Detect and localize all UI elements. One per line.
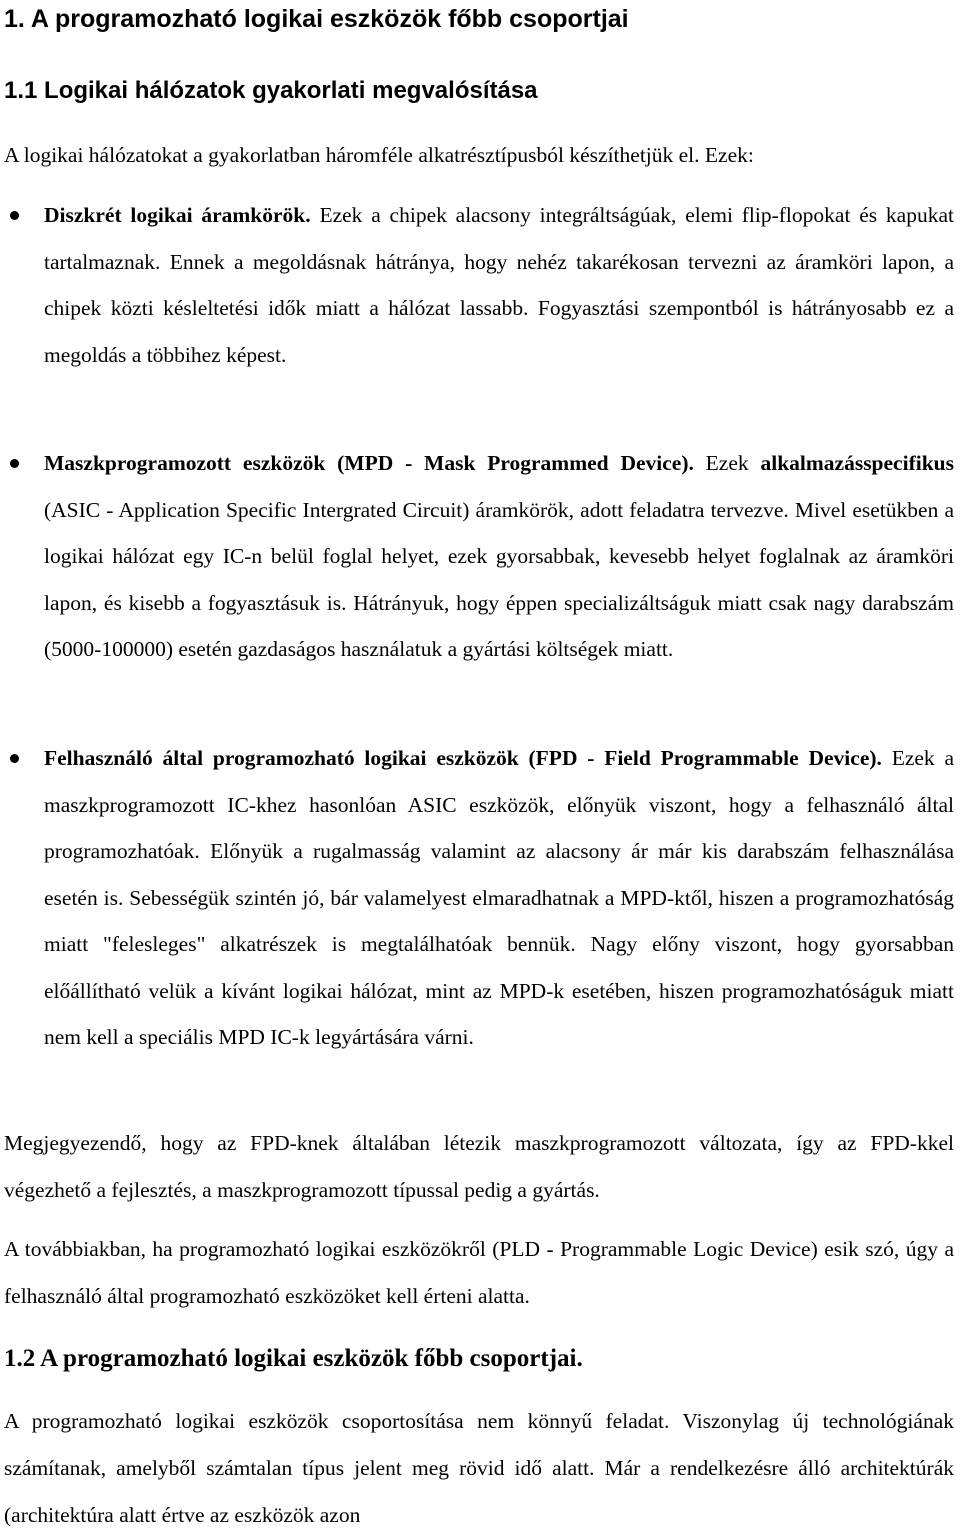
list-item-term-asic: alkalmazásspecifikus	[760, 451, 954, 475]
list-item-text: Ezek	[693, 451, 761, 475]
section-heading-1-1: 1.1 Logikai hálózatok gyakorlati megvalósítása	[4, 77, 538, 104]
bullet-icon	[10, 754, 19, 763]
bullet-icon	[10, 211, 19, 220]
list-item-term: Maszkprogramozott eszközök (MPD - Mask Programmed Device).	[44, 451, 694, 475]
list-item-term: Felhasználó által programozható logikai eszközök (FPD - Field Programmable Device).	[44, 746, 882, 770]
chapter-heading: 1. A programozható logikai eszközök főbb csoportjai	[4, 5, 629, 33]
note-paragraph: Megjegyezendő, hogy az FPD-knek általában létezik maszkprogramozott változata, így az FPD-kkel végezhető a fejlesztés, a maszkprogramozott típussal pedig a gyártás.	[4, 1131, 954, 1202]
list-item-text: (ASIC - Application Specific Intergrated Circuit) áramkörök, adott feladatra tervezve. Mivel esetükben a logikai hálózat egy IC-n belül foglal helyet, ezek gyorsabbak, kevesebb helyet foglalnak az áramköri lapon, és kisebb a fogyasztásuk is. Hátrányuk, hogy éppen specializáltságuk miatt csak nagy darabszám (5000-100000) esetén gazdaságos használatuk a gyártási költségek miatt.	[44, 497, 954, 661]
intro-paragraph: A logikai hálózatokat a gyakorlatban háromféle alkatrésztípusból készíthetjük el. Ezek:	[4, 143, 754, 167]
list-item-text: Ezek a maszkprogramozott IC-khez hasonlóan ASIC eszközök, előnyük viszont, hogy a felhasználó által programozhatóak. Előnyük a rugalmasság valamint az alacsony ár már kis darabszám felhasználása esetén is. Sebességük szintén jó, bár valamelyest elmaradhatnak a MPD-ktől, hiszen a programozhatóság miatt "felesleges" alkatrészek is megtalálhatóak bennük. Nagy előny viszont, hogy gyorsabban előállítható velük a kívánt logikai hálózat, mint az MPD-k esetében, hiszen programozhatóságuk miatt nem kell a speciális MPD IC-k legyártására várni.	[44, 746, 954, 1049]
list-item-text: Ezek a chipek alacsony integráltságúak, elemi flip-flopokat és kapukat tartalmaznak. Ennek a megoldásnak hátránya, hogy nehéz takarékosan tervezni az áramköri lapon, a chipek közti késleltetési idők miatt a hálózat lassabb. Fogyasztási szempontból is hátrányosabb ez a megoldás a többihez képest.	[44, 203, 954, 367]
pld-paragraph: A továbbiakban, ha programozható logikai eszközökről (PLD - Programmable Logic Device) esik szó, úgy a felhasználó által programozható eszközöket kell érteni alatta.	[4, 1237, 954, 1308]
section-heading-1-2: 1.2 A programozható logikai eszközök főbb csoportjai.	[4, 1345, 583, 1372]
list-item-term: Diszkrét logikai áramkörök.	[44, 203, 311, 227]
list-item-mpd	[44, 440, 954, 673]
list-item-discrete	[44, 192, 954, 378]
list-item-fpd	[44, 735, 954, 1061]
bullet-icon	[10, 459, 19, 468]
grouping-paragraph: A programozható logikai eszközök csoportosítása nem könnyű feladat. Viszonylag új technológiának számítanak, amelyből számtalan típus jelent meg rövid idő alatt. Már a rendelkezésre álló architektúrák (architektúra alatt értve az eszközök azon	[4, 1409, 954, 1527]
